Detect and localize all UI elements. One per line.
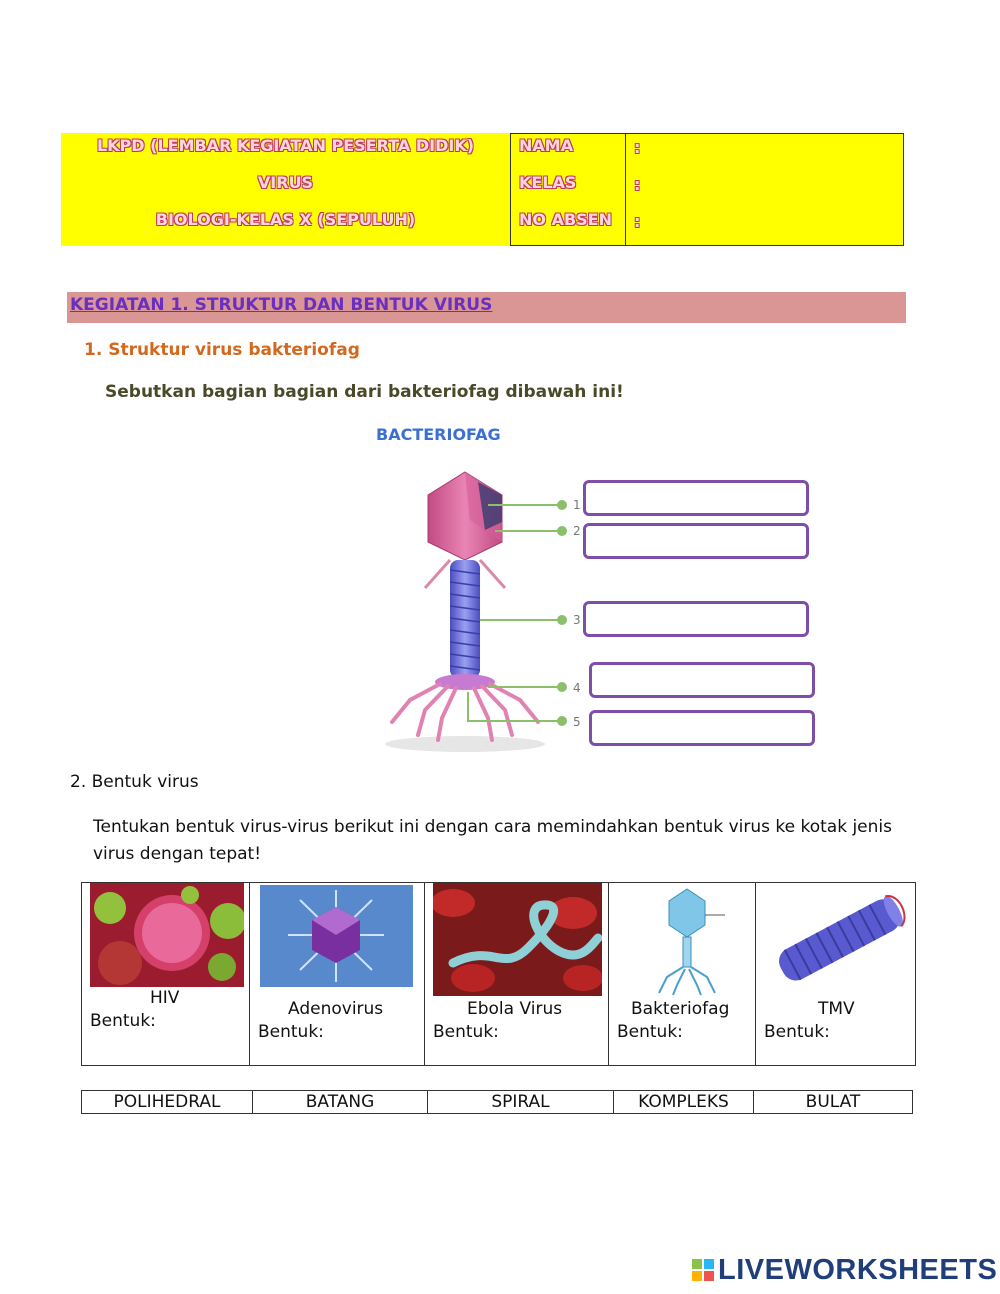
hiv-image: [90, 883, 244, 987]
virus-table: [81, 882, 916, 1066]
tail-fibers: [392, 684, 538, 740]
header-title-line-3: BIOLOGI-KELAS X (SEPULUH): [155, 210, 416, 229]
shape-option-polihedral[interactable]: POLIHEDRAL: [82, 1091, 253, 1114]
kegiatan-title: KEGIATAN 1. STRUKTUR DAN BENTUK VIRUS: [70, 295, 493, 315]
kelas-label: KELAS: [519, 173, 577, 192]
virus-cell-bakteriofag[interactable]: [609, 883, 756, 1066]
header-title-block: [61, 133, 510, 246]
virus-cell-ebola[interactable]: [425, 883, 609, 1066]
collar-fiber-right: [480, 560, 505, 588]
tmv-image: [764, 887, 914, 989]
label-4: 4: [573, 681, 581, 695]
no-absen-input[interactable]: :: [634, 212, 641, 231]
bentuk-label-bakteriofag: Bentuk:: [617, 1022, 683, 1042]
label-1: 1: [573, 498, 581, 512]
header-values: [626, 133, 904, 246]
collar-fiber-left: [425, 560, 450, 588]
shape-option-kompleks[interactable]: KOMPLEKS: [614, 1091, 754, 1114]
nama-label: NAMA: [519, 136, 574, 155]
shape-option-batang[interactable]: BATANG: [253, 1091, 428, 1114]
pointer-dots: [557, 500, 567, 726]
virus-cell-tmv[interactable]: [756, 883, 916, 1066]
header-title-line-1: LKPD (LEMBAR KEGIATAN PESERTA DIDIK): [96, 136, 475, 155]
answer-box-1[interactable]: [583, 480, 809, 516]
bentuk-label-hiv: Bentuk:: [90, 1011, 156, 1031]
bentuk-label-adenovirus: Bentuk:: [258, 1022, 324, 1042]
label-5: 5: [573, 715, 581, 729]
virus-cell-hiv[interactable]: [82, 883, 250, 1066]
answer-box-4[interactable]: [589, 662, 815, 698]
bentuk-label-ebola: Bentuk:: [433, 1022, 499, 1042]
section2-title: 2. Bentuk virus: [70, 772, 199, 792]
virus-name-ebola: Ebola Virus: [467, 999, 563, 1019]
no-absen-label: NO ABSEN: [519, 210, 612, 229]
answer-box-2[interactable]: [583, 523, 809, 559]
bentuk-label-tmv: Bentuk:: [764, 1022, 830, 1042]
section1-title: 1. Struktur virus bakteriofag: [84, 340, 360, 360]
answer-box-5[interactable]: [589, 710, 815, 746]
figure-title: BACTERIOFAG: [376, 425, 501, 444]
liveworksheets-logo[interactable]: LIVEWORKSHEETS: [718, 1254, 998, 1286]
bakteriofag-image: [647, 885, 737, 997]
virus-name-adenovirus: Adenovirus: [288, 999, 384, 1019]
virus-name-hiv: HIV: [150, 988, 180, 1008]
shape-option-bulat[interactable]: BULAT: [754, 1091, 913, 1114]
header-labels: [510, 133, 626, 246]
nama-input[interactable]: :: [634, 138, 641, 157]
virus-name-bakteriofag: Bakteriofag: [631, 999, 730, 1019]
virus-name-tmv: TMV: [818, 999, 855, 1019]
kegiatan-bar: [67, 292, 906, 323]
bacteriophage-diagram: [370, 460, 600, 760]
shape-option-spiral[interactable]: SPIRAL: [428, 1091, 614, 1114]
header-title-line-2: VIRUS: [257, 173, 314, 192]
kelas-input[interactable]: :: [634, 175, 641, 194]
adenovirus-image: [260, 885, 413, 987]
section1-instruction: Sebutkan bagian bagian dari bakteriofag dibawah ini!: [105, 382, 624, 402]
section2-instruction: Tentukan bentuk virus-virus berikut ini dengan cara memindahkan bentuk virus ke kotak jenis virus dengan tepat!: [93, 817, 892, 864]
label-2: 2: [573, 524, 581, 538]
label-3: 3: [573, 613, 581, 627]
liveworksheets-logo-icon: [692, 1259, 716, 1287]
shape-options-table: [81, 1090, 913, 1114]
virus-cell-adenovirus[interactable]: [250, 883, 425, 1066]
shadow: [385, 736, 545, 752]
ebola-image: [433, 883, 602, 996]
answer-box-3[interactable]: [583, 601, 809, 637]
